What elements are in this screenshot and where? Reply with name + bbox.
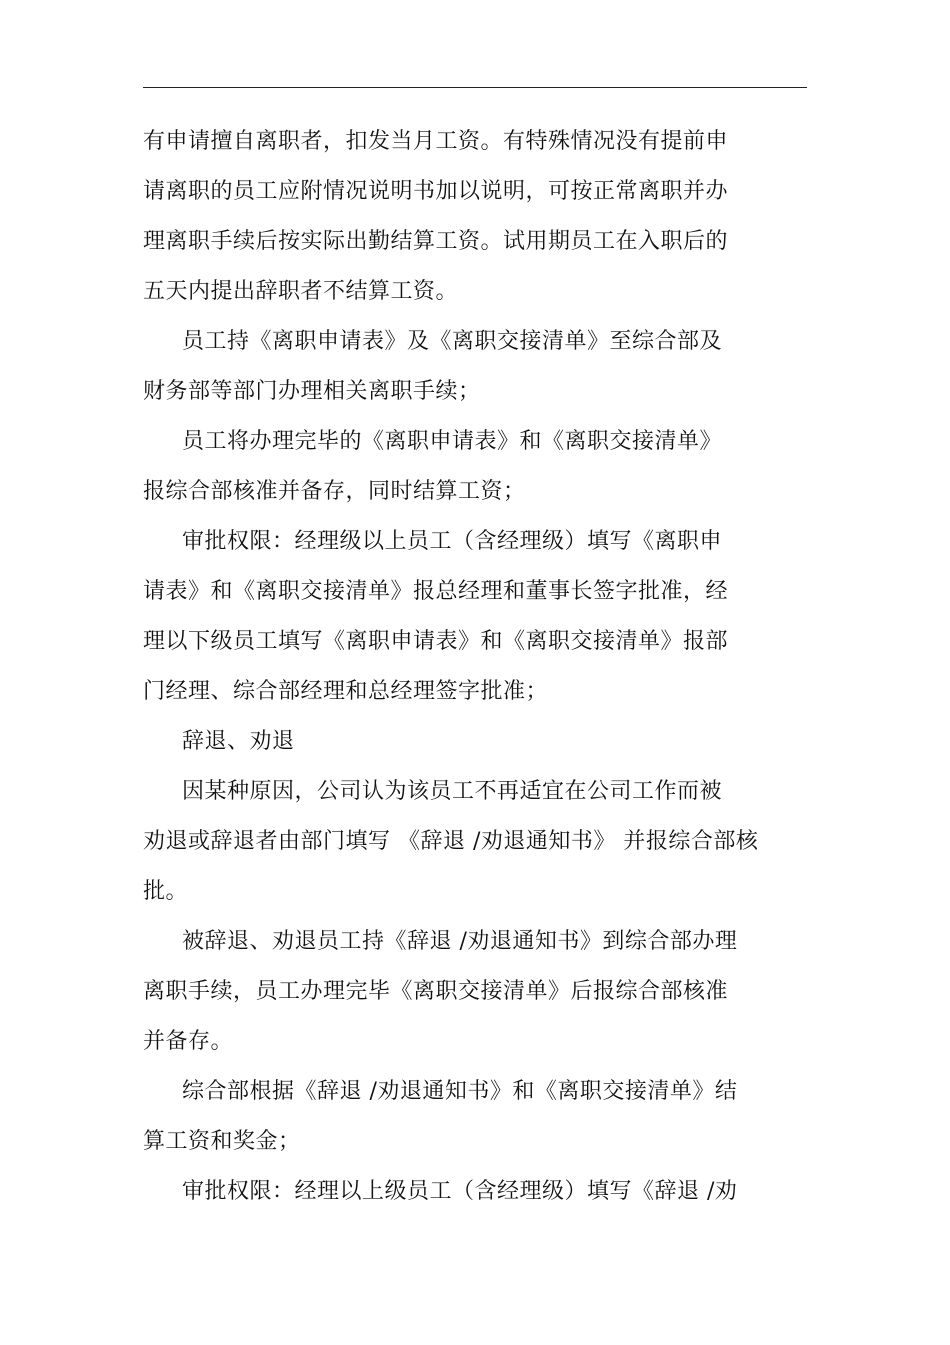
text-line: 请离职的员工应附情况说明书加以说明，可按正常离职并办 bbox=[143, 179, 729, 204]
text-line: 劝退或辞退者由部门填写 《辞退 /劝退通知书》 并报综合部核 bbox=[143, 829, 759, 854]
text-line: 财务部等部门办理相关离职手续； bbox=[143, 379, 481, 404]
text-line: 因某种原因，公司认为该员工不再适宜在公司工作而被 bbox=[182, 779, 723, 804]
text-line: 报综合部核准并备存，同时结算工资； bbox=[143, 479, 526, 504]
text-line: 五天内提出辞职者不结算工资。 bbox=[143, 279, 459, 304]
text-line: 门经理、综合部经理和总经理签字批准； bbox=[143, 679, 549, 704]
text-line: 请表》和《离职交接清单》报总经理和董事长签字批准，经 bbox=[143, 579, 729, 604]
text-line: 审批权限：经理级以上员工（含经理级）填写《离职申 bbox=[182, 529, 723, 554]
text-line: 理以下级员工填写《离职申请表》和《离职交接清单》报部 bbox=[143, 629, 729, 654]
text-line: 被辞退、劝退员工持《辞退 /劝退通知书》到综合部办理 bbox=[182, 929, 738, 954]
text-line: 离职手续，员工办理完毕《离职交接清单》后报综合部核准 bbox=[143, 979, 729, 1004]
text-line: 员工将办理完毕的《离职申请表》和《离职交接清单》 bbox=[182, 429, 723, 454]
text-line: 并备存。 bbox=[143, 1029, 234, 1054]
text-line: 批。 bbox=[143, 879, 189, 904]
section-heading: 辞退、劝退 bbox=[182, 729, 295, 754]
header-rule bbox=[143, 87, 807, 88]
text-line: 算工资和奖金； bbox=[143, 1129, 301, 1154]
text-line: 员工持《离职申请表》及《离职交接清单》至综合部及 bbox=[182, 329, 723, 354]
text-line: 理离职手续后按实际出勤结算工资。试用期员工在入职后的 bbox=[143, 229, 729, 254]
text-line: 审批权限：经理以上级员工（含经理级）填写《辞退 /劝 bbox=[182, 1179, 738, 1204]
text-line: 有申请擅自离职者，扣发当月工资。有特殊情况没有提前申 bbox=[143, 129, 729, 154]
text-line: 综合部根据《辞退 /劝退通知书》和《离职交接清单》结 bbox=[182, 1079, 738, 1104]
